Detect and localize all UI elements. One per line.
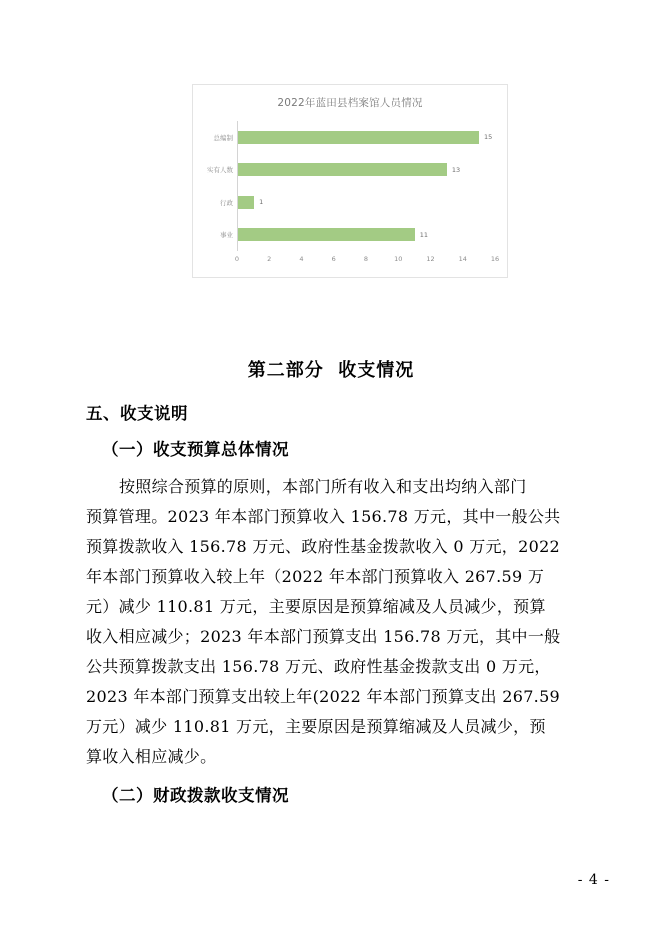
bar-row — [207, 163, 495, 176]
paragraph-line: 收入相应减少；2023 年本部门预算支出 156.78 万元，其中一般 — [86, 627, 561, 646]
paragraph-line: 公共预算拨款支出 156.78 万元、政府性基金拨款支出 0 万元， — [86, 657, 551, 676]
x-axis-tick: 14 — [458, 255, 467, 263]
bar-value-label: 11 — [419, 230, 428, 239]
x-axis-tick: 2 — [267, 255, 272, 263]
x-axis-tick-labels — [234, 255, 500, 267]
bar-category-label: 实有人数 — [207, 166, 233, 175]
subsection-heading-2: （二）财政拨款收支情况 — [102, 786, 289, 805]
paragraph-line: 元）减少 110.81 万元，主要原因是预算缩减及人员减少，预算 — [86, 597, 546, 616]
paragraph-line: 预算拨款收入 156.78 万元、政府性基金拨款收入 0 万元，2022 — [86, 537, 561, 556]
subsection-heading-1: （一）收支预算总体情况 — [102, 440, 289, 459]
bar-row — [220, 228, 495, 241]
bar-rect — [238, 228, 415, 241]
x-axis-tick: 12 — [426, 255, 435, 263]
section-heading: 五、收支说明 — [86, 404, 188, 423]
bar-row — [220, 196, 495, 209]
bar-category-label: 事业 — [220, 231, 233, 240]
bar-rect — [238, 196, 254, 209]
bar-value-label: 13 — [451, 165, 461, 174]
paragraph-line: 2023 年本部门预算支出较上年(2022 年本部门预算支出 267.59 — [86, 687, 561, 706]
x-axis-tick: 0 — [234, 255, 240, 263]
paragraph-spacer — [86, 772, 576, 782]
bar-value-label: 15 — [483, 133, 493, 142]
paragraph-line: 算收入相应减少。 — [86, 747, 217, 766]
x-axis-tick: 8 — [363, 255, 369, 263]
bar-rect — [238, 163, 447, 176]
bar-category-label: 总编制 — [213, 133, 233, 142]
body-paragraph — [86, 472, 576, 772]
bar-rect — [238, 131, 479, 144]
bar-category-label: 行政 — [220, 198, 233, 207]
x-axis-tick: 16 — [490, 255, 500, 263]
bar-value-label: 1 — [259, 198, 264, 207]
part-heading: 第二部分 收支情况 — [247, 360, 415, 381]
document-body — [86, 356, 576, 818]
page-number: - 4 - — [577, 872, 610, 888]
paragraph-line: 按照综合预算的原则，本部门所有收入和支出均纳入部门 — [119, 477, 527, 496]
chart-title: 2022年蓝田县档案馆人员情况 — [277, 97, 423, 109]
x-axis-tick: 4 — [299, 255, 304, 263]
chart-plot-area — [207, 121, 495, 251]
paragraph-line: 预算管理。2023 年本部门预算收入 156.78 万元，其中一般公共 — [86, 507, 561, 526]
bar-row — [213, 131, 495, 144]
x-axis-tick: 10 — [394, 255, 403, 263]
x-axis-tick: 6 — [331, 255, 336, 263]
bar-chart-figure — [192, 84, 508, 278]
bar-series — [207, 121, 495, 251]
paragraph-line: 年本部门预算收入较上年（2022 年本部门预算收入 267.59 万 — [86, 567, 545, 586]
paragraph-line: 万元）减少 110.81 万元，主要原因是预算缩减及人员减少，预 — [86, 717, 546, 736]
